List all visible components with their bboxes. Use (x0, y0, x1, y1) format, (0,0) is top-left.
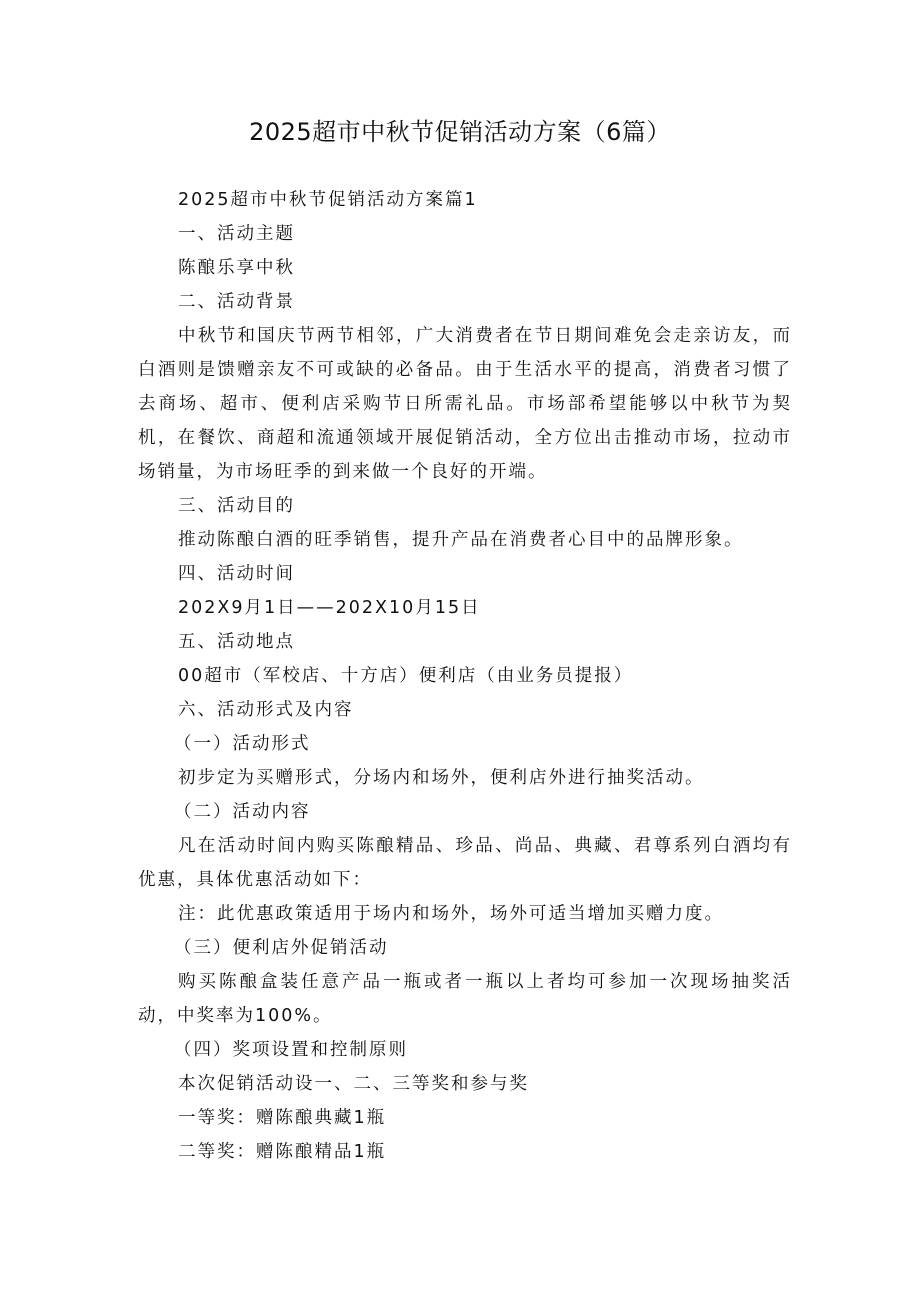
text-line: 注：此优惠政策适用于场内和场外，场外可适当增加买赠力度。 (178, 904, 724, 924)
text-line: 一等奖：赠陈酿典藏1瓶 (178, 1108, 387, 1128)
text-line: 00超市（军校店、十方店）便利店（由业务员提报） (178, 666, 634, 686)
paragraph: 购买陈酿盒装任意产品一瓶或者一瓶以上者均可参加一次现场抽奖活动，中奖率为100%。 (138, 972, 792, 1026)
text-line: 推动陈酿白酒的旺季销售，提升产品在消费者心目中的品牌形象。 (178, 530, 744, 550)
paragraph: 中秋节和国庆节两节相邻，广大消费者在节日期间难免会走亲访友，而白酒则是馈赠亲友不可或缺的必备品。由于生活水平的提高，消费者习惯了去商场、超市、便利店采购节日所需礼品。市场部希望能够以中秋节为契机，在餐饮、商超和流通领域开展促销活动，全方位出击推动市场，拉动市场销量，为市场旺季的到来做一个良好的开端。 (138, 326, 792, 482)
section-heading: 四、活动时间 (178, 564, 295, 584)
text-line: 本次促销活动设一、二、三等奖和参与奖 (178, 1074, 529, 1094)
section-heading: 三、活动目的 (178, 496, 295, 516)
section-heading: 五、活动地点 (178, 632, 295, 652)
subsection-heading: （三）便利店外促销活动 (174, 938, 389, 958)
subsection-heading: （一）活动形式 (174, 734, 311, 754)
document-title: 2025超市中秋节促销活动方案（6篇） (249, 118, 671, 146)
subsection-heading: （四）奖项设置和控制原则 (174, 1040, 408, 1060)
subsection-heading: （二）活动内容 (174, 802, 311, 822)
section-heading: 六、活动形式及内容 (178, 700, 354, 720)
text-line: 初步定为买赠形式，分场内和场外，便利店外进行抽奖活动。 (178, 768, 705, 788)
section-heading: 2025超市中秋节促销活动方案篇1 (178, 190, 478, 210)
document-body (138, 183, 792, 1169)
text-line: 202X9月1日——202X10月15日 (178, 598, 481, 618)
text-line: 陈酿乐享中秋 (178, 258, 295, 278)
section-heading: 二、活动背景 (178, 292, 295, 312)
text-line: 二等奖：赠陈酿精品1瓶 (178, 1142, 387, 1162)
paragraph: 凡在活动时间内购买陈酿精品、珍品、尚品、典藏、君尊系列白酒均有优惠，具体优惠活动如下： (138, 836, 792, 890)
section-heading: 一、活动主题 (178, 224, 295, 244)
